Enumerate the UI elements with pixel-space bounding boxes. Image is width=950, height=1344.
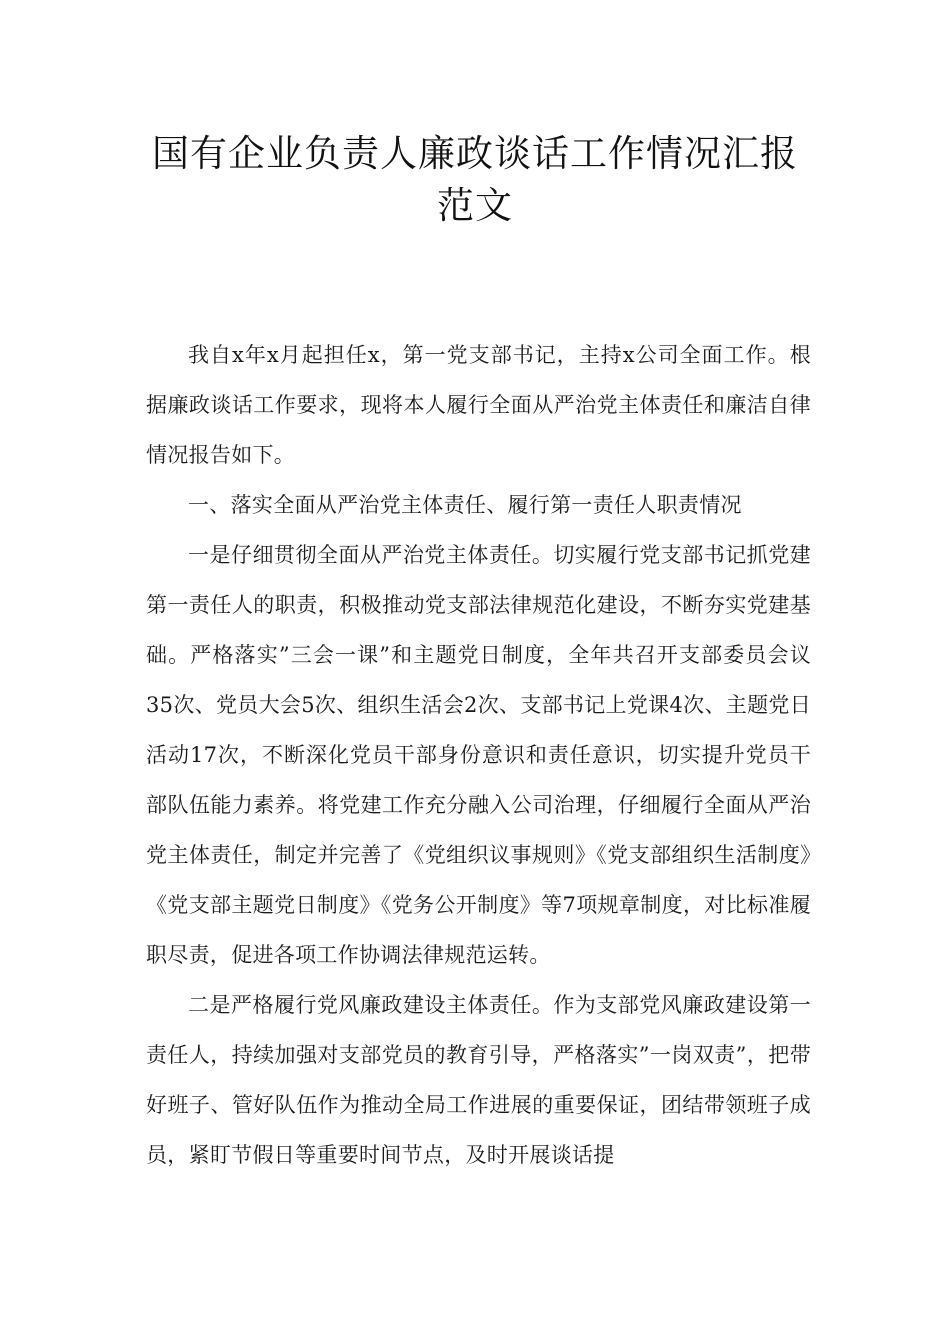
title-line-1: 国有企业负责人廉政谈话工作情况汇报 <box>152 132 798 175</box>
intro-paragraph: 我自x年x月起担任x，第一党支部书记，主持x公司全面工作。根据廉政谈话工作要求，现将本人履行全面从严治党主体责任和廉洁自律情况报告如下。 <box>146 343 811 467</box>
document-body <box>146 330 811 1180</box>
section-heading: 一、落实全面从严治党主体责任、履行第一责任人职责情况 <box>188 493 742 517</box>
title-line-2: 范文 <box>437 184 513 227</box>
document-title <box>120 128 830 232</box>
body-paragraph: 二是严格履行党风廉政建设主体责任。作为支部党风廉政建设第一责任人，持续加强对支部党员的教育引导，严格落实”一岗双责”，把带好班子、管好队伍作为推动全局工作进展的重要保证，团结带领班子成员，紧盯节假日等重要时间节点，及时开展谈话提 <box>146 993 811 1167</box>
body-paragraph: 一是仔细贯彻全面从严治党主体责任。切实履行党支部书记抓党建第一责任人的职责，积极推动党支部法律规范化建设，不断夯实党建基础。严格落实”三会一课”和主题党日制度，全年共召开支部委员会议35次、党员大会5次、组织生活会2次、支部书记上党课4次、主题党日活动17次，不断深化党员干部身份意识和责任意识，切实提升党员干部队伍能力素养。将党建工作充分融入公司治理，仔细履行全面从严治党主体责任，制定并完善了《党组织议事规则》《党支部组织生活制度》《党支部主题党日制度》《党务公开制度》等7项规章制度，对比标准履职尽责，促进各项工作协调法律规范运转。 <box>146 543 811 967</box>
